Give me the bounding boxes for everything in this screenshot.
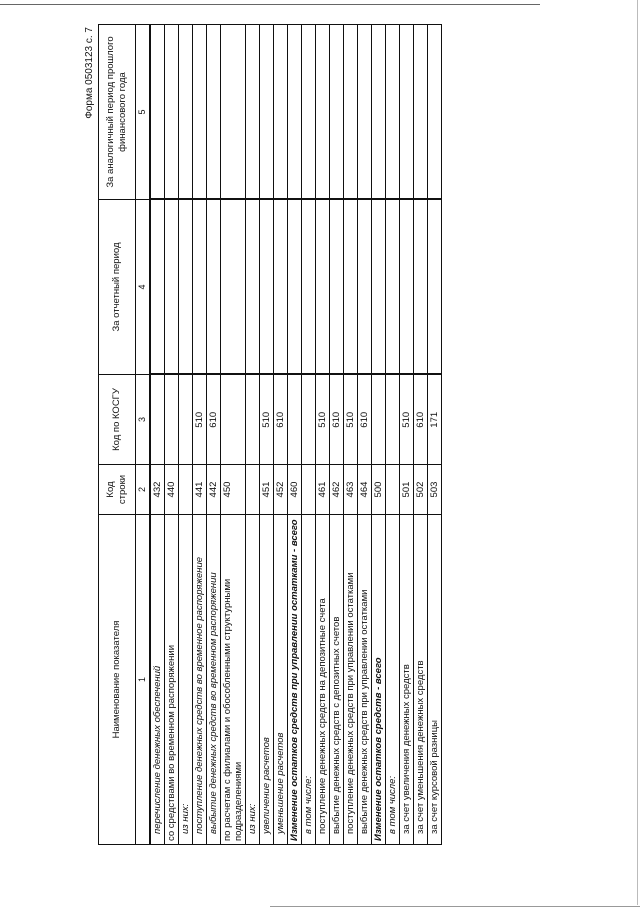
kosgu-code <box>246 375 260 465</box>
scan-edge-right <box>637 0 638 905</box>
row-code: 460 <box>288 465 302 515</box>
kosgu-code <box>150 375 165 465</box>
column-number: 2 <box>136 465 151 515</box>
table-row <box>372 25 386 845</box>
row-code <box>302 465 316 515</box>
table-header-row <box>99 25 136 845</box>
form-code-label: Форма 0503123 с. 7 <box>84 27 95 119</box>
table-row <box>428 25 442 845</box>
indicator-name: поступление денежных средств при управлении остатками <box>344 515 358 845</box>
previous-period-value <box>428 25 442 200</box>
current-period-value <box>400 200 414 375</box>
previous-period-value <box>344 25 358 200</box>
kosgu-code <box>165 375 179 465</box>
kosgu-code <box>372 375 386 465</box>
indicator-name: Изменение остатков средств - всего <box>372 515 386 845</box>
table-row <box>386 25 400 845</box>
previous-period-value <box>302 25 316 200</box>
header-row-code: Код строки <box>99 465 136 515</box>
previous-period-value <box>207 25 221 200</box>
kosgu-code: 510 <box>344 375 358 465</box>
row-code: 441 <box>193 465 207 515</box>
indicator-name: выбытие денежных средств при управлении остатками <box>358 515 372 845</box>
indicator-name: Изменение остатков средств при управлении остатками - всего <box>288 515 302 845</box>
indicator-name: по расчетам с филиалами и обособленными структурными подразделениями <box>221 515 246 845</box>
previous-period-value <box>260 25 274 200</box>
kosgu-code: 610 <box>330 375 344 465</box>
current-period-value <box>150 200 165 375</box>
indicator-name: перечисление денежных обеспечений <box>150 515 165 845</box>
previous-period-value <box>372 25 386 200</box>
column-number: 1 <box>136 515 151 845</box>
kosgu-code: 610 <box>207 375 221 465</box>
column-number-row <box>136 25 151 845</box>
current-period-value <box>193 200 207 375</box>
current-period-value <box>288 200 302 375</box>
indicator-name: поступление денежных средств во временное распоряжение <box>193 515 207 845</box>
indicator-name: из них: <box>246 515 260 845</box>
table-row <box>288 25 302 845</box>
row-code: 464 <box>358 465 372 515</box>
row-code: 462 <box>330 465 344 515</box>
row-code: 500 <box>372 465 386 515</box>
table-row <box>302 25 316 845</box>
kosgu-code <box>221 375 246 465</box>
row-code: 450 <box>221 465 246 515</box>
kosgu-code: 171 <box>428 375 442 465</box>
current-period-value <box>428 200 442 375</box>
indicator-name: увеличение расчетов <box>260 515 274 845</box>
kosgu-code <box>386 375 400 465</box>
kosgu-code: 510 <box>316 375 330 465</box>
kosgu-code: 610 <box>274 375 288 465</box>
table-row <box>165 25 179 845</box>
indicator-name: поступление денежных средств на депозитные счета <box>316 515 330 845</box>
current-period-value <box>358 200 372 375</box>
table-row <box>316 25 330 845</box>
indicator-name: со средствами во временном распоряжении <box>165 515 179 845</box>
cash-flow-table <box>98 24 442 845</box>
kosgu-code <box>179 375 193 465</box>
table-row <box>193 25 207 845</box>
row-code: 463 <box>344 465 358 515</box>
previous-period-value <box>150 25 165 200</box>
row-code: 452 <box>274 465 288 515</box>
table-row <box>179 25 193 845</box>
table-row <box>221 25 246 845</box>
current-period-value <box>386 200 400 375</box>
kosgu-code <box>302 375 316 465</box>
indicator-name: в том числе: <box>302 515 316 845</box>
kosgu-code <box>288 375 302 465</box>
header-current-period: За отчетный период <box>99 200 136 375</box>
previous-period-value <box>246 25 260 200</box>
row-code: 451 <box>260 465 274 515</box>
previous-period-value <box>221 25 246 200</box>
indicator-name: за счет увеличения денежных средств <box>400 515 414 845</box>
previous-period-value <box>330 25 344 200</box>
indicator-name: за счет курсовой разницы <box>428 515 442 845</box>
current-period-value <box>260 200 274 375</box>
current-period-value <box>414 200 428 375</box>
row-code <box>386 465 400 515</box>
column-number: 4 <box>136 200 151 375</box>
kosgu-code: 510 <box>193 375 207 465</box>
current-period-value <box>207 200 221 375</box>
row-code: 440 <box>165 465 179 515</box>
table-row <box>207 25 221 845</box>
previous-period-value <box>386 25 400 200</box>
indicator-name: в том числе: <box>386 515 400 845</box>
table-row <box>150 25 165 845</box>
table-row <box>358 25 372 845</box>
kosgu-code: 510 <box>400 375 414 465</box>
previous-period-value <box>358 25 372 200</box>
row-code: 501 <box>400 465 414 515</box>
kosgu-code: 610 <box>414 375 428 465</box>
current-period-value <box>302 200 316 375</box>
table-row <box>260 25 274 845</box>
row-code: 502 <box>414 465 428 515</box>
current-period-value <box>344 200 358 375</box>
current-period-value <box>221 200 246 375</box>
table-row <box>330 25 344 845</box>
previous-period-value <box>193 25 207 200</box>
current-period-value <box>316 200 330 375</box>
table-row <box>414 25 428 845</box>
current-period-value <box>165 200 179 375</box>
row-code <box>246 465 260 515</box>
table-row <box>246 25 260 845</box>
row-code: 461 <box>316 465 330 515</box>
previous-period-value <box>274 25 288 200</box>
indicator-name: выбытие денежных средств во временном распоряжении <box>207 515 221 845</box>
column-number: 3 <box>136 375 151 465</box>
previous-period-value <box>165 25 179 200</box>
current-period-value <box>330 200 344 375</box>
previous-period-value <box>288 25 302 200</box>
row-code: 503 <box>428 465 442 515</box>
scan-edge-top <box>0 4 540 5</box>
previous-period-value <box>316 25 330 200</box>
table-row <box>344 25 358 845</box>
rotated-report-sheet <box>84 25 604 845</box>
row-code: 442 <box>207 465 221 515</box>
current-period-value <box>372 200 386 375</box>
row-code: 432 <box>150 465 165 515</box>
current-period-value <box>274 200 288 375</box>
indicator-name: уменьшение расчетов <box>274 515 288 845</box>
indicator-name: за счет уменьшения денежных средств <box>414 515 428 845</box>
header-indicator-name: Наименование показателя <box>99 515 136 845</box>
table-row <box>400 25 414 845</box>
table-row <box>274 25 288 845</box>
indicator-name: выбытие денежных средств с депозитных счетов <box>330 515 344 845</box>
column-number: 5 <box>136 25 151 200</box>
current-period-value <box>246 200 260 375</box>
header-previous-period: За аналогичный период прошлого финансового года <box>99 25 136 200</box>
previous-period-value <box>414 25 428 200</box>
current-period-value <box>179 200 193 375</box>
previous-period-value <box>179 25 193 200</box>
previous-period-value <box>400 25 414 200</box>
header-kosgu-code: Код по КОСГУ <box>99 375 136 465</box>
kosgu-code: 610 <box>358 375 372 465</box>
indicator-name: из них: <box>179 515 193 845</box>
kosgu-code: 510 <box>260 375 274 465</box>
row-code <box>179 465 193 515</box>
